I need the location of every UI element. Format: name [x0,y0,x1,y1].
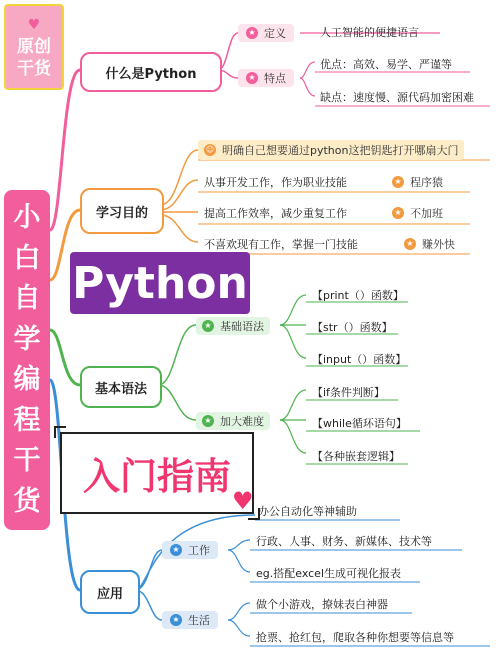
node-label: 基本语法 [94,381,147,397]
basic-item-3: 【input（）函数】 [312,353,407,366]
goal-row-2-text: 提高工作效率，减少重复工作 [204,207,347,220]
advanced-item-2: 【while循环语句】 [312,417,407,430]
subnode-life [162,611,218,629]
title-char: 货 [13,485,41,517]
life-item-2: 抢票、抢红包，爬取各种你想要等信息等 [256,631,454,644]
basic-item-2: 【str（）函数】 [312,321,393,334]
intro-banner-text: 入门指南 [83,455,231,498]
star-icon: ★ [392,176,404,188]
badge-line-2: 干货 [17,59,51,79]
heart-icon: ♥ [232,487,254,515]
life-item-1: 做个小游戏，撩妹表白神器 [256,598,388,611]
title-char: 小 [13,202,41,234]
subnode-label: 特点 [264,72,286,85]
star-icon: ★ [202,415,214,427]
definition-text: 人工智能的便捷语言 [320,26,419,39]
node-learning-goal [80,188,164,234]
goal-row-3-tag [404,236,455,252]
subnode-advanced [196,412,270,430]
original-badge [4,4,64,90]
feature-cons: 缺点：速度慢、源代码加密困难 [320,91,474,104]
goal-row-3-text: 不喜欢现有工作，掌握一门技能 [204,238,358,251]
subnode-work [162,541,218,559]
feature-pros: 优点：高效、易学、严谨等 [320,58,452,71]
heart-icon: ♥ [27,17,41,33]
work-item-1: 行政、人事、财务、新媒体、技术等 [256,535,432,548]
star-icon: ★ [170,614,182,626]
subnode-features [238,69,294,87]
node-what-is-python [80,52,222,92]
work-item-2: eg.搭配excel生成可视化报表 [256,567,402,580]
badge-line-1: 原创 [17,37,51,57]
intro-banner [60,432,254,514]
title-char: 干 [13,445,41,477]
subnode-label: 基础语法 [220,320,264,333]
title-char: 自 [13,283,41,315]
subnode-basic [196,317,270,335]
title-char: 白 [13,242,41,274]
subnode-definition [238,24,294,42]
subnode-label: 定义 [264,27,286,40]
python-banner: Python [70,252,250,314]
node-label: 学习目的 [95,205,148,221]
node-label: 应用 [96,586,123,602]
apply-top-item: 办公自动化等神辅助 [258,505,357,518]
advanced-item-1: 【if条件判断】 [312,386,385,399]
subnode-label: 工作 [188,544,210,557]
star-icon: ★ [246,72,258,84]
tag-label: 程序猿 [410,176,443,189]
star-icon: ★ [202,320,214,332]
node-application [80,570,140,614]
title-char: 学 [13,323,41,355]
star-icon: ★ [170,544,182,556]
subnode-label: 生活 [188,614,210,627]
node-basic-syntax [80,366,162,408]
advanced-item-3: 【各种嵌套逻辑】 [312,450,400,463]
title-char: 编 [13,364,41,396]
tag-label: 不加班 [410,207,443,220]
goal-header-text: 明确自己想要通过python这把钥匙打开哪扇大门 [222,144,459,157]
goal-row-2-tag [392,205,443,221]
goal-header [198,140,464,160]
goal-row-1-text: 从事开发工作，作为职业技能 [204,176,347,189]
smile-icon: ☺ [205,145,215,154]
star-icon: ★ [404,238,416,250]
subnode-label: 加大难度 [220,415,264,428]
title-char: 程 [13,404,41,436]
basic-item-1: 【print（）函数】 [312,289,404,302]
tag-label: 赚外快 [422,238,455,251]
star-icon: ★ [246,27,258,39]
vertical-title [4,190,50,530]
goal-row-1-tag [392,174,443,190]
node-label: 什么是Python [105,66,197,82]
star-icon: ★ [392,207,404,219]
